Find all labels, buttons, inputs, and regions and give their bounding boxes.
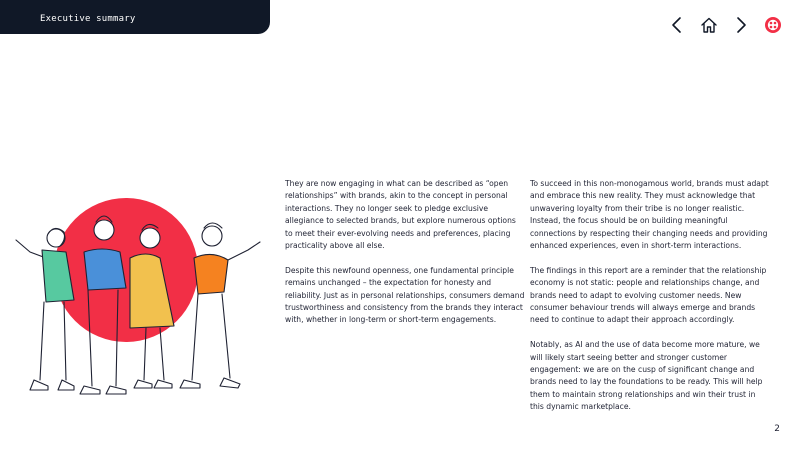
section-header-tab (0, 0, 270, 34)
paragraph: They are now engaging in what can be described as “open relationships” with brands, akin to the concept in personal interactions. They no longer seek to pledge exclusive allegiance to selected brands, but explore numerous options to meet their ever-evolving needs and preferences, placing practicality above all else. (285, 179, 516, 251)
paragraph: To succeed in this non-monogamous world, brands must adapt and embrace this new reality. They must acknowledge that unwavering loyalty from their tribe is no longer realistic. Instead, the focus should be on building meaningful connections by respecting their changing needs and providing enhanced experiences, even in short-term interactions. (530, 179, 769, 251)
twilio-logo-icon[interactable] (762, 14, 784, 36)
page-number: 2 (774, 424, 780, 434)
paragraph: Notably, as AI and the use of data become more mature, we will likely start seeing better and stronger customer engagement: we are on the cusp of significant change and brands need to lay the foundations to be ready. This will help them to maintain strong relationships and win their trust in this dynamic marketplace. (530, 340, 763, 412)
nav-bar (666, 14, 784, 36)
left-text-column (285, 178, 525, 339)
home-icon[interactable] (698, 14, 720, 36)
people-group-illustration (8, 190, 273, 410)
chevron-left-icon[interactable] (666, 14, 688, 36)
paragraph: Despite this newfound openness, one fundamental principle remains unchanged – the expectation for honesty and reliability. Just as in personal relationships, consumers demand trustworthiness and consistency from the brands they interact with, whether in long-term or short-term engagements. (285, 265, 525, 325)
right-text-column (530, 178, 770, 426)
chevron-right-icon[interactable] (730, 14, 752, 36)
section-title: Executive summary (40, 14, 136, 24)
paragraph: The findings in this report are a reminder that the relationship economy is not static: people and relationships change, and brands need to adapt to evolving customer needs. New consumer behaviour trends will always emerge and brands need to continue to adapt their approach accordingly. (530, 265, 767, 325)
